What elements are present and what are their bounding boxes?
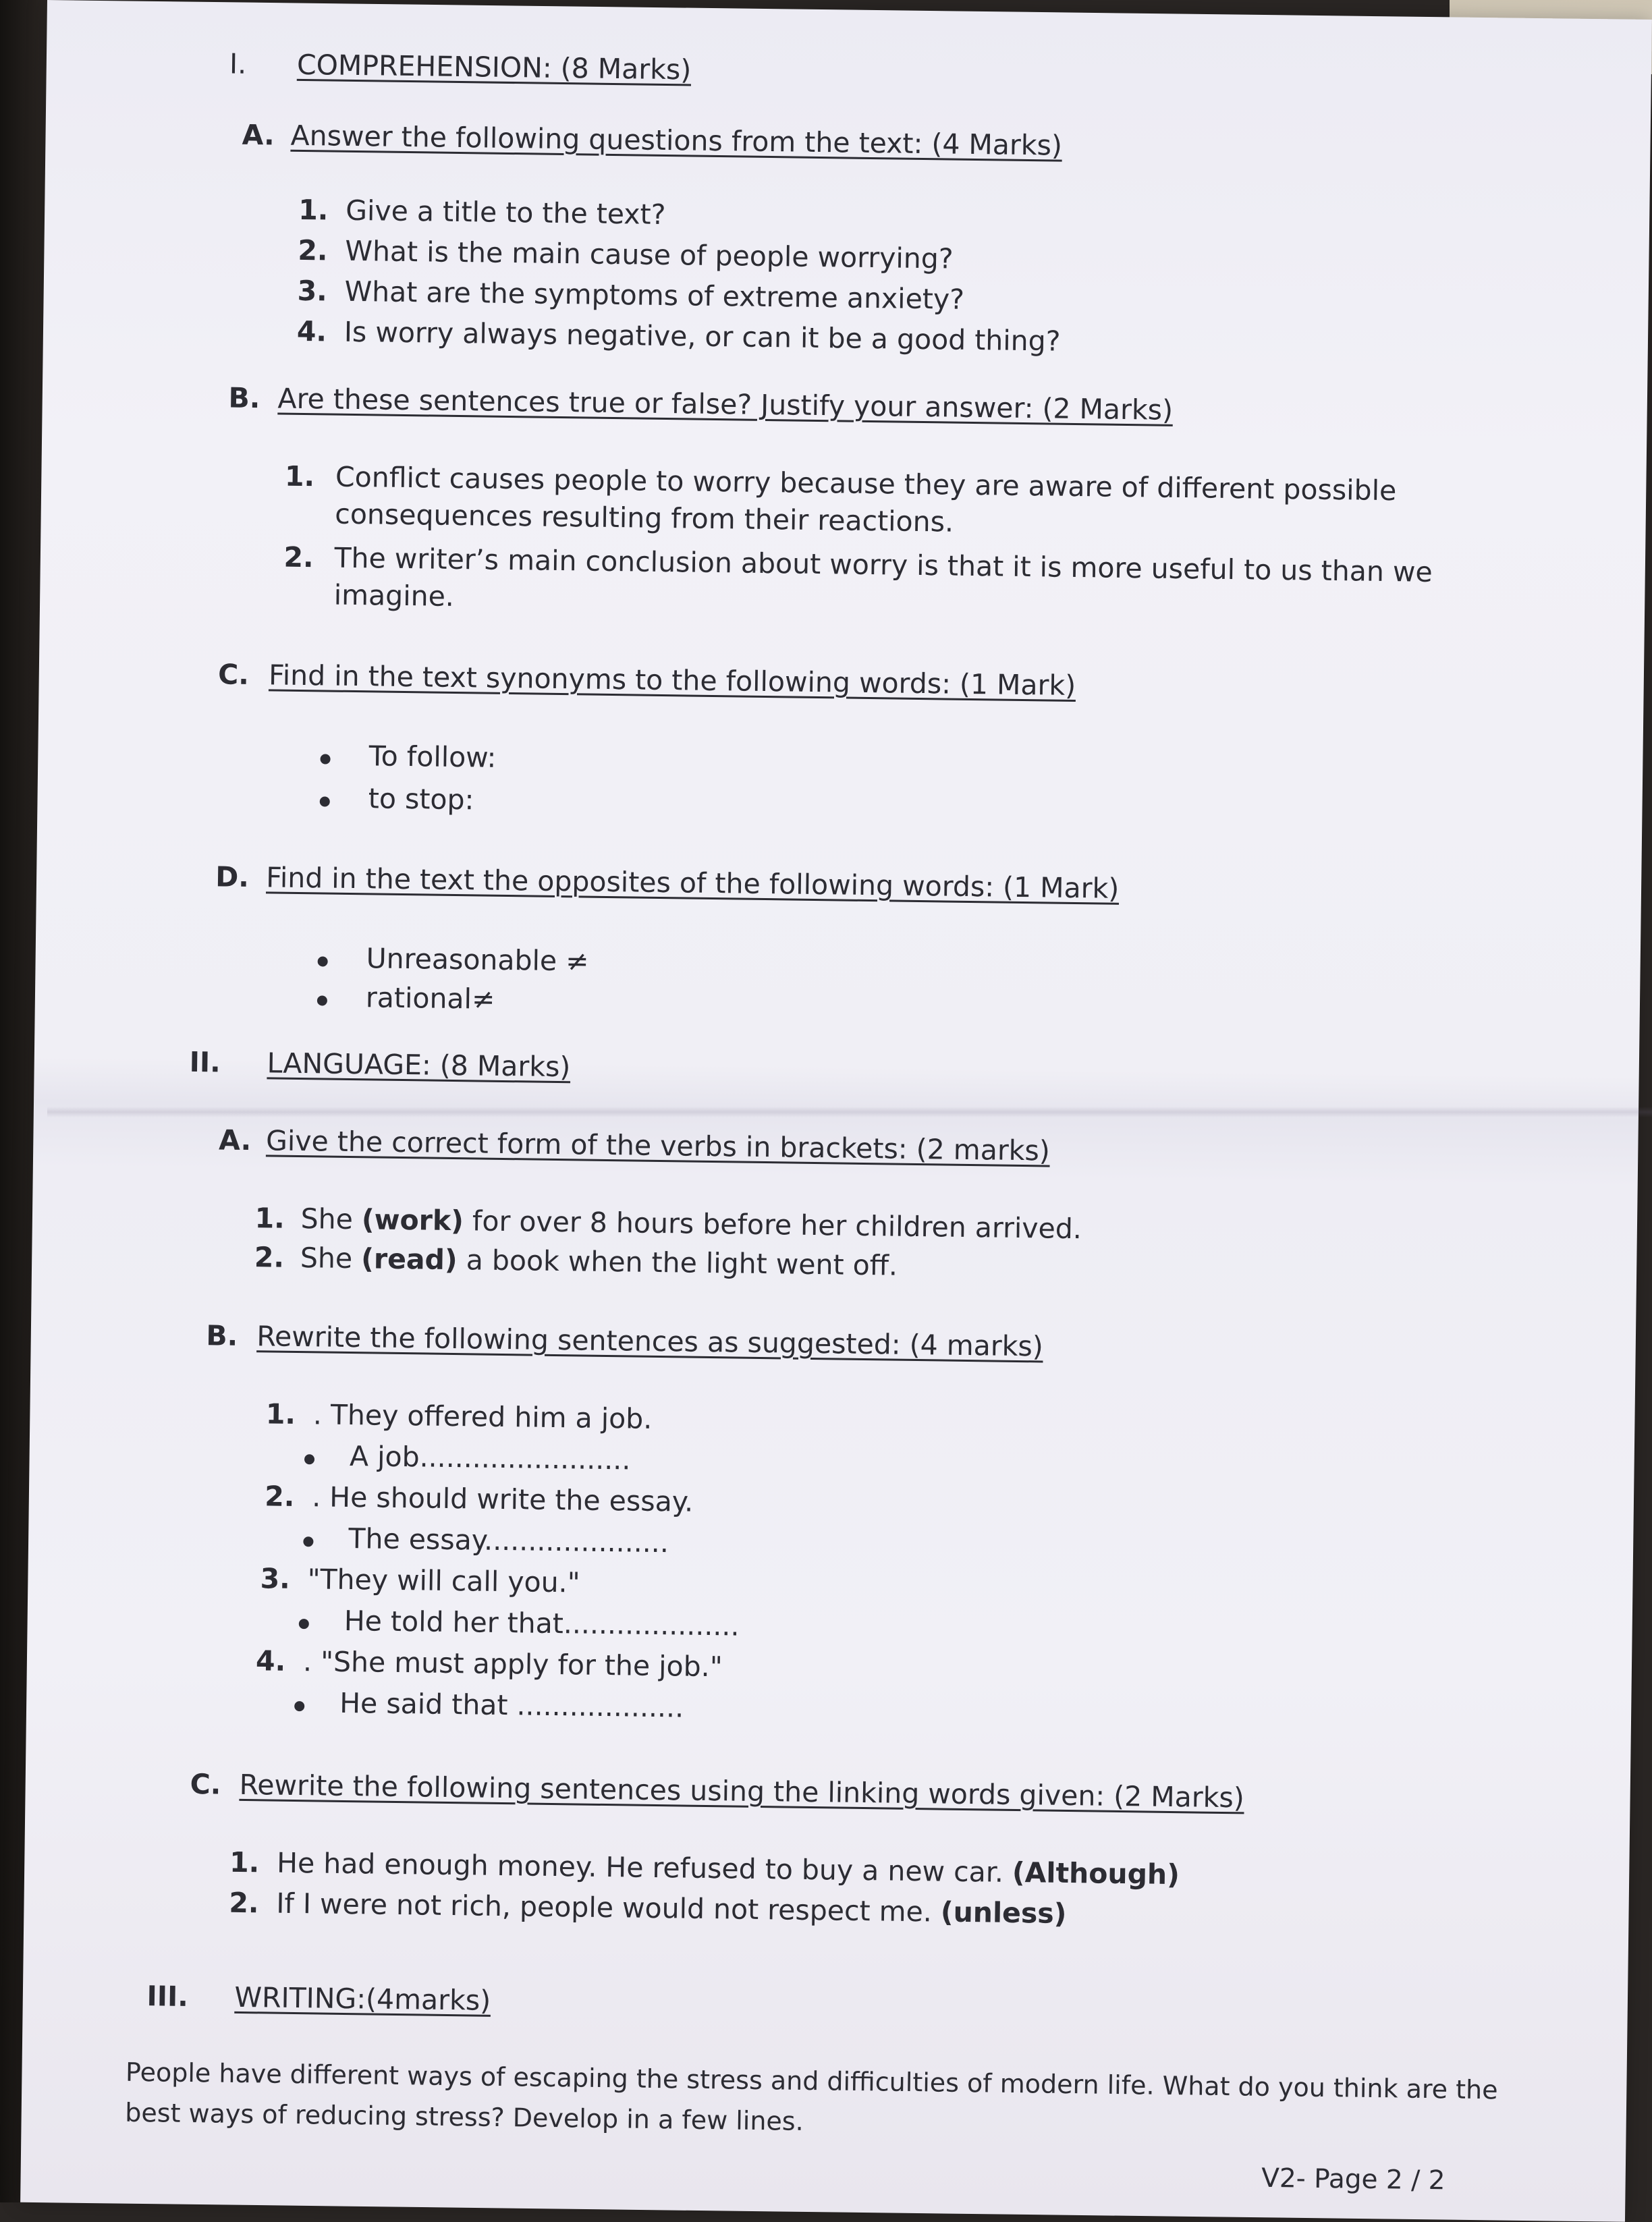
section-1-roman: I. — [229, 47, 247, 80]
q2b-4-prompt: He said that ................... — [339, 1686, 684, 1724]
section-2a-letter: A. — [218, 1123, 252, 1157]
bullet — [294, 1701, 304, 1711]
section-1a-letter: A. — [242, 118, 275, 152]
q2b-1-text: . They offered him a job. — [312, 1398, 653, 1435]
q2a-1-sentence: She (work) for over 8 hours before her children arrived. — [300, 1202, 1082, 1246]
q2c-2-number: 2. — [229, 1886, 259, 1920]
q2b-2-text: . He should write the essay. — [311, 1480, 694, 1518]
section-3-roman: III. — [146, 1980, 189, 2013]
q1a-2-number: 2. — [298, 233, 328, 267]
q2b-3-prompt: He told her that.................... — [343, 1604, 740, 1642]
q2a-1-number: 1. — [254, 1202, 285, 1235]
section-2-title: LANGUAGE: (8 Marks) — [267, 1047, 571, 1084]
writing-prompt-line1: People have different ways of escaping the stress and difficulties of modern life. What do you think are the — [125, 2057, 1498, 2105]
q1b-1-line2: consequences resulting from their reactions. — [335, 497, 954, 538]
section-1d-heading: Find in the text the opposites of the following words: (1 Mark) — [265, 861, 1120, 905]
q2b-3-text: "They will call you." — [307, 1563, 580, 1599]
bullet — [317, 995, 327, 1005]
q1a-4-number: 4. — [296, 314, 327, 348]
section-3-title: WRITING:(4marks) — [234, 1980, 491, 2017]
bullet — [318, 956, 328, 966]
q1a-1-text: Give a title to the text? — [345, 194, 666, 231]
q1b-1-number: 1. — [284, 460, 315, 493]
q1c-word-2: to stop: — [368, 782, 474, 816]
section-2a-heading: Give the correct form of the verbs in brackets: (2 marks) — [265, 1124, 1051, 1167]
q2b-2-number: 2. — [264, 1480, 295, 1513]
q2b-4-number: 4. — [255, 1644, 286, 1677]
q2a-2-number: 2. — [254, 1241, 285, 1274]
q1a-2-text: What is the main cause of people worrying? — [345, 234, 954, 275]
q2b-4-text: . "She must apply for the job." — [302, 1645, 723, 1684]
section-2-roman: II. — [189, 1045, 221, 1079]
q1d-word-1: Unreasonable ≠ — [366, 942, 589, 978]
section-1c-heading: Find in the text synonyms to the following words: (1 Mark) — [268, 659, 1076, 702]
q2c-1-sentence: He had enough money. He refused to buy a new car. (Although) — [276, 1846, 1180, 1891]
section-2c-letter: C. — [190, 1767, 221, 1801]
q1a-3-text: What are the symptoms of extreme anxiety? — [344, 275, 965, 316]
writing-prompt-line2: best ways of reducing stress? Develop in a few lines. — [125, 2097, 804, 2136]
section-2b-letter: B. — [206, 1319, 238, 1352]
section-1a-heading: Answer the following questions from the text: (4 Marks) — [290, 119, 1063, 162]
q1c-word-1: To follow: — [368, 740, 497, 774]
section-1b-heading: Are these sentences true or false? Justify your answer: (2 Marks) — [277, 382, 1174, 426]
section-1c-letter: C. — [217, 658, 250, 691]
q1b-1-line1: Conflict causes people to worry because they are aware of different possible — [335, 460, 1397, 507]
q1a-3-number: 3. — [297, 274, 328, 308]
bullet — [320, 796, 330, 806]
q2b-1-number: 1. — [265, 1397, 296, 1431]
q2a-2-sentence: She (read) a book when the light went off. — [300, 1242, 898, 1282]
q2b-3-number: 3. — [260, 1562, 291, 1595]
bullet — [321, 754, 331, 764]
section-1b-letter: B. — [228, 381, 260, 415]
page-footer: V2- Page 2 / 2 — [1261, 2163, 1446, 2196]
section-2c-heading: Rewrite the following sentences using the linking words given: (2 Marks) — [239, 1768, 1245, 1814]
q1d-word-2: rational≠ — [365, 981, 495, 1016]
q1a-4-text: Is worry always negative, or can it be a good thing? — [343, 315, 1061, 358]
q2c-2-sentence: If I were not rich, people would not respect me. (unless) — [276, 1887, 1067, 1930]
q1b-2-line2: imagine. — [333, 578, 455, 613]
q1b-2-line1: The writer’s main conclusion about worry is that it is more useful to us than we — [334, 541, 1433, 588]
bullet — [304, 1454, 314, 1464]
bullet — [299, 1619, 309, 1629]
q2b-1-prompt: A job........................ — [349, 1440, 631, 1476]
q2c-1-number: 1. — [229, 1845, 260, 1879]
section-2b-heading: Rewrite the following sentences as suggested: (4 marks) — [256, 1320, 1044, 1363]
section-1d-letter: D. — [215, 860, 250, 894]
q1a-1-number: 1. — [298, 193, 329, 227]
q1b-2-number: 2. — [283, 540, 314, 574]
section-1-title: COMPREHENSION: (8 Marks) — [296, 48, 692, 86]
bullet — [303, 1536, 313, 1547]
q2b-2-prompt: The essay..................... — [348, 1522, 669, 1559]
